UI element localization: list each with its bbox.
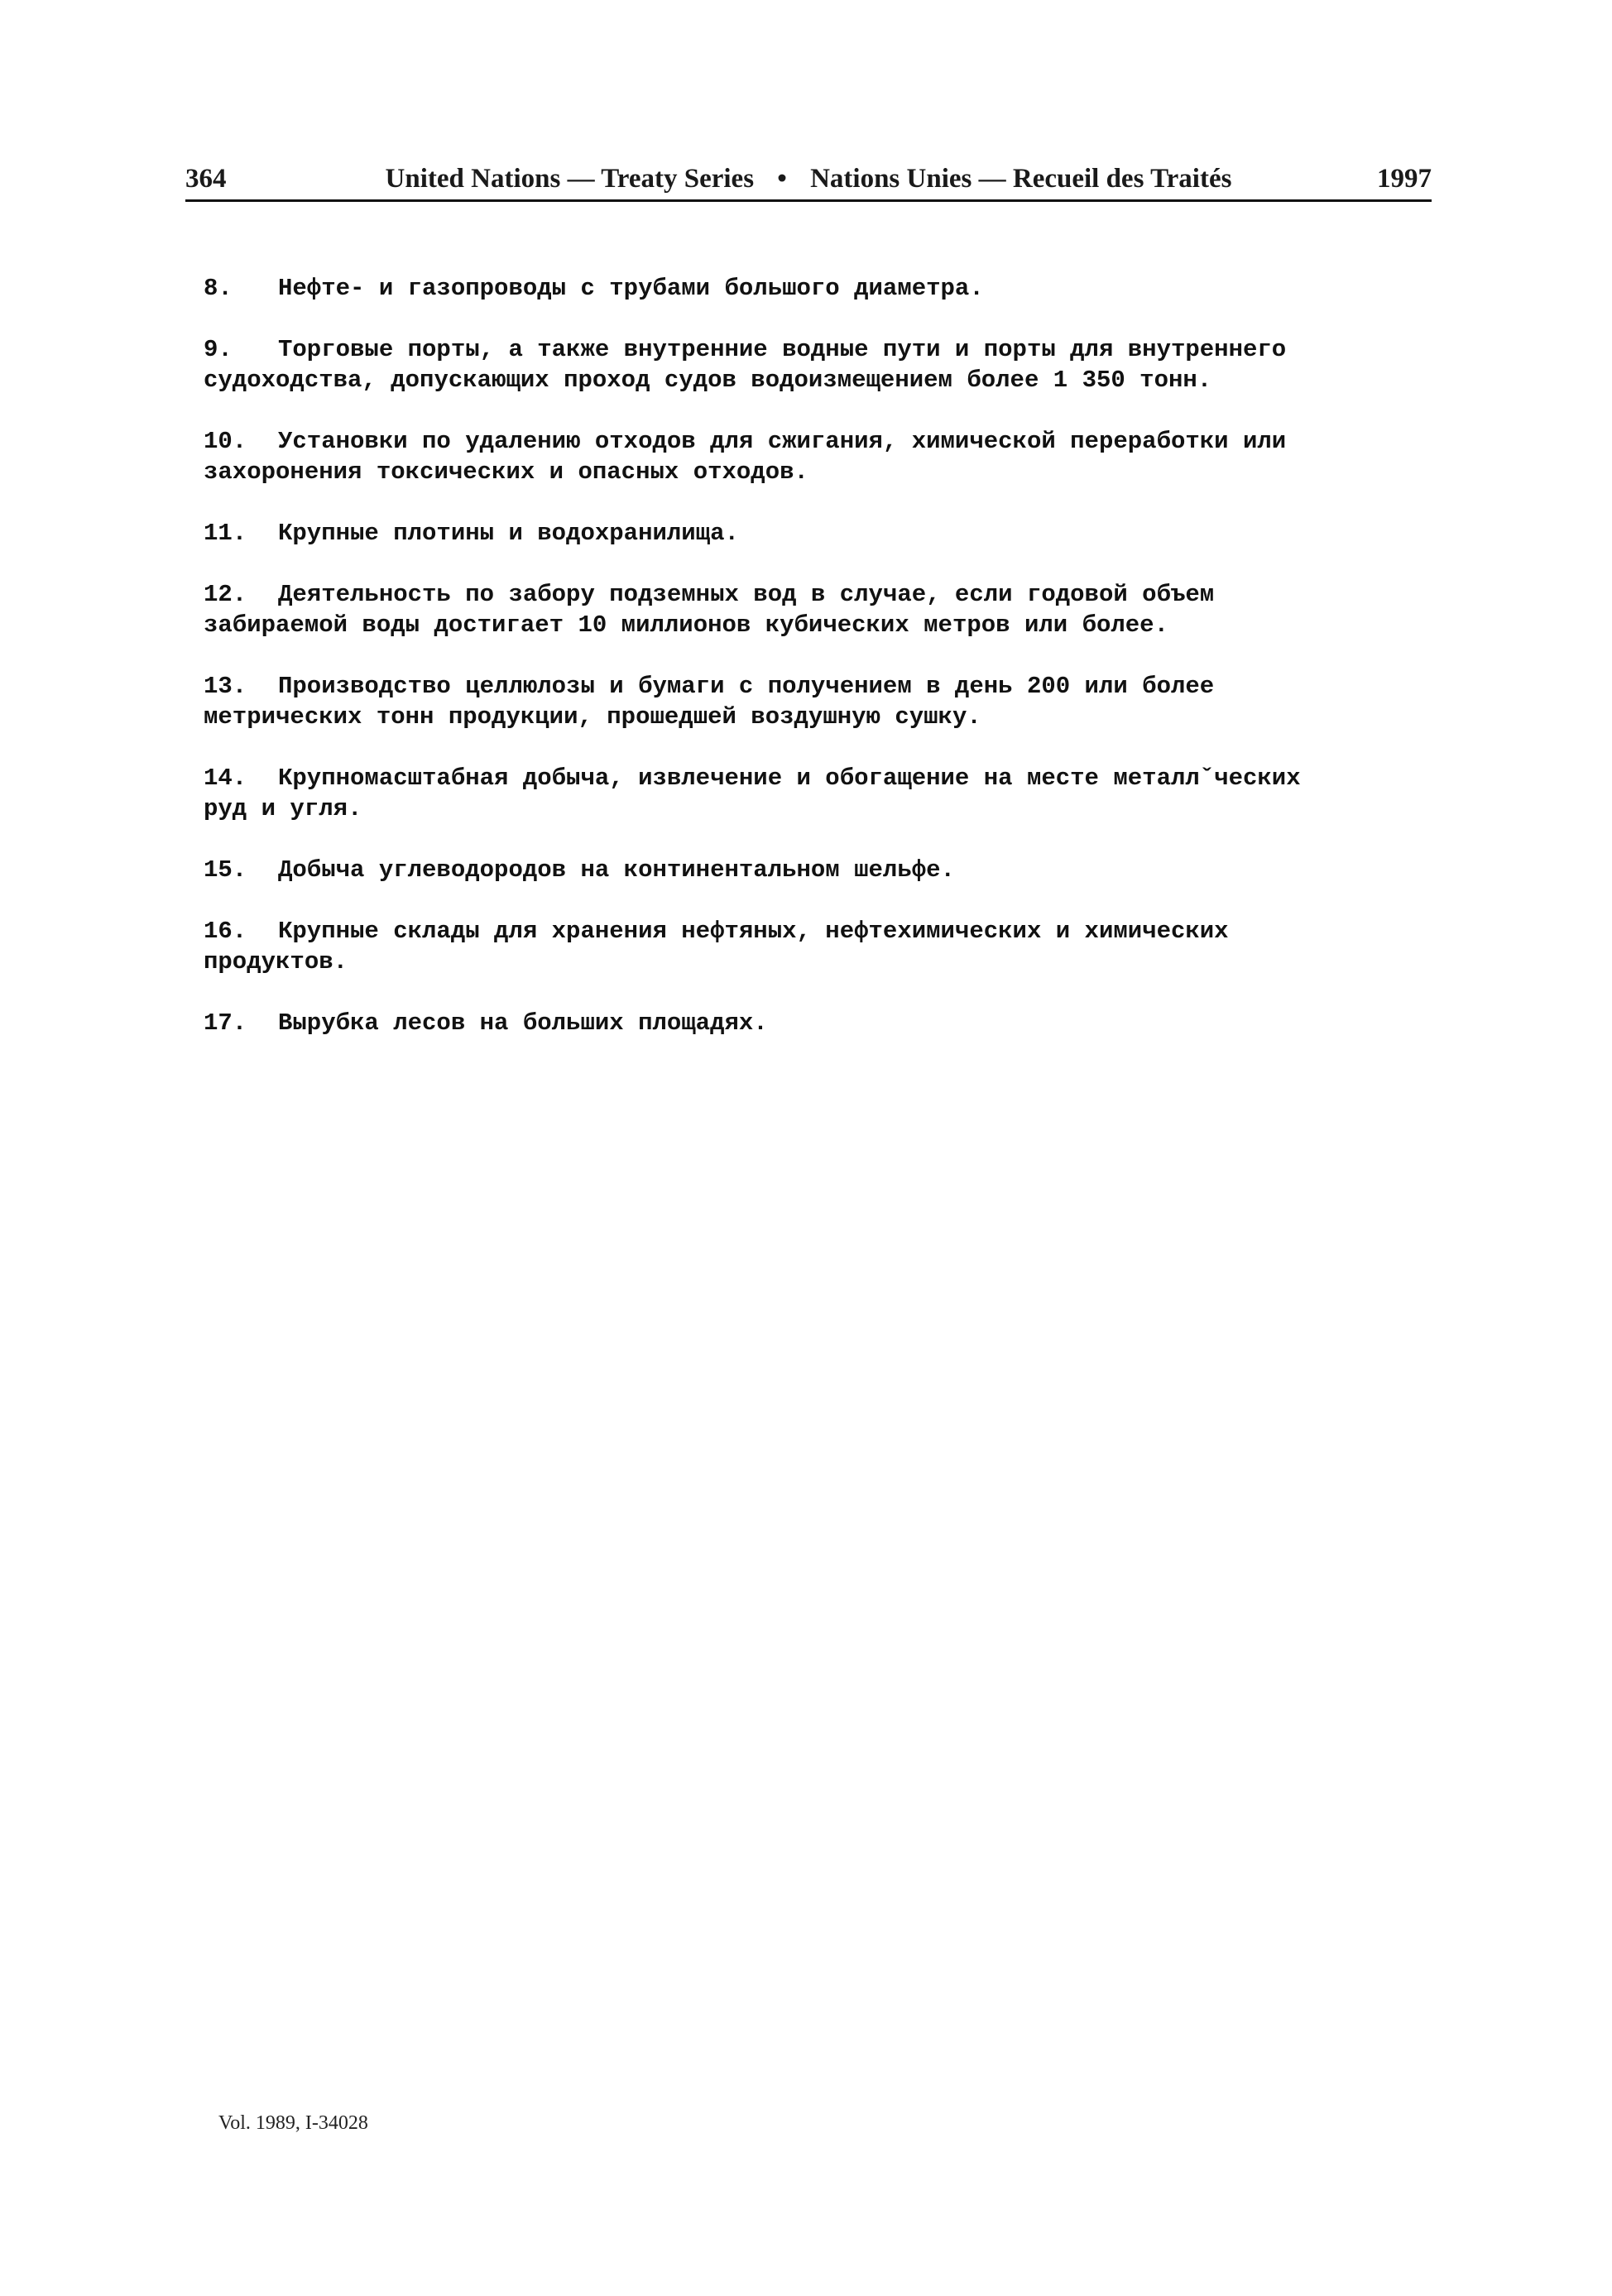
page-number: 364	[185, 164, 227, 194]
item-text-line: Крупные плотины и водохранилища.	[278, 520, 739, 547]
list-item	[204, 426, 1403, 487]
item-text-line: Добыча углеводородов на континентальном шельфе.	[278, 856, 955, 884]
list-item	[204, 334, 1403, 395]
item-text-line: Вырубка лесов на больших площадях.	[278, 1009, 768, 1037]
list-item	[204, 855, 1403, 885]
item-text-line: метрических тонн продукции, прошедшей воздушную сушку.	[204, 703, 981, 731]
annex-item-list	[204, 273, 1403, 1069]
item-number: 17.	[204, 1009, 247, 1037]
list-item	[204, 916, 1403, 977]
volume-reference: Vol. 1989, I-34028	[218, 2112, 368, 2134]
item-text-line: Производство целлюлозы и бумаги с получением в день 200 или более	[278, 673, 1215, 700]
item-number: 10.	[204, 428, 247, 455]
item-text-line: продуктов.	[204, 948, 348, 975]
running-head-fr: Nations Unies — Recueil des Traités	[810, 164, 1232, 194]
header-rule	[185, 199, 1432, 202]
item-text-line: руд и угля.	[204, 795, 362, 822]
header-year: 1997	[1377, 164, 1432, 194]
list-item	[204, 579, 1403, 640]
running-head	[185, 164, 1432, 194]
item-text-line: Деятельность по забору подземных вод в случае, если годовой объем	[278, 581, 1215, 608]
list-item	[204, 273, 1403, 304]
item-number: 16.	[204, 918, 247, 945]
bullet-icon: •	[777, 164, 787, 194]
running-head-en: United Nations — Treaty Series	[385, 164, 755, 194]
list-item	[204, 763, 1403, 824]
list-item	[204, 671, 1403, 732]
item-text-line: Торговые порты, а также внутренние водные пути и порты для внутреннего	[278, 336, 1287, 363]
page-header	[185, 157, 1432, 204]
list-item	[204, 1008, 1403, 1038]
item-number: 15.	[204, 856, 247, 884]
item-number: 13.	[204, 673, 247, 700]
item-number: 14.	[204, 765, 247, 792]
item-text-line: Крупномасштабная добыча, извлечение и обогащение на месте металлˇческих	[278, 765, 1301, 792]
item-text-line: Нефте- и газопроводы с трубами большого диаметра.	[278, 275, 984, 302]
item-text-line: забираемой воды достигает 10 миллионов кубических метров или более.	[204, 611, 1168, 639]
item-number: 11.	[204, 520, 247, 547]
item-text-line: судоходства, допускающих проход судов водоизмещением более 1 350 тонн.	[204, 367, 1212, 394]
item-number: 12.	[204, 581, 247, 608]
item-text-line: Установки по удалению отходов для сжигания, химической переработки или	[278, 428, 1287, 455]
list-item	[204, 518, 1403, 549]
item-text-line: Крупные склады для хранения нефтяных, нефтехимических и химических	[278, 918, 1229, 945]
item-number: 8.	[204, 275, 233, 302]
item-number: 9.	[204, 336, 233, 363]
item-text-line: захоронения токсических и опасных отходов.	[204, 458, 808, 486]
